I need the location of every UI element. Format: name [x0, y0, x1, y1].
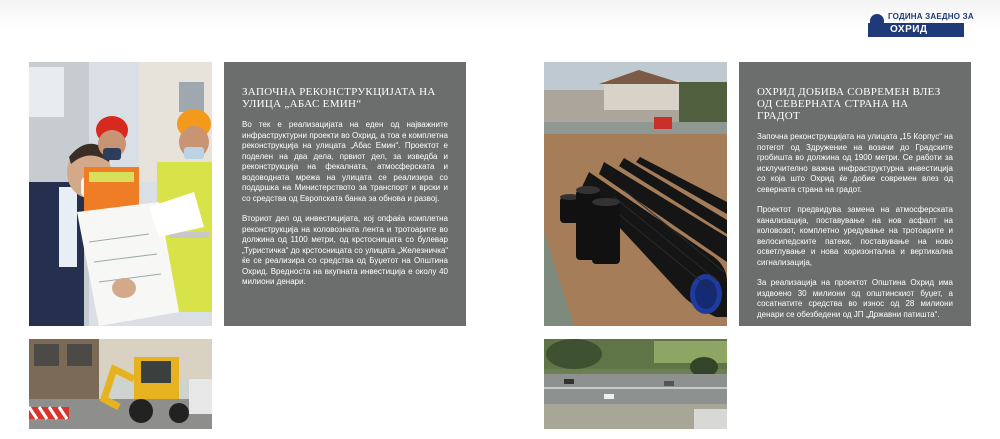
logo [868, 12, 974, 38]
photo-aerial-road [544, 339, 727, 429]
article-panel-abas-emin [224, 62, 466, 326]
logo-tagline: ГОДИНА ЗАЕДНО ЗА [888, 12, 974, 21]
article-paragraph: Започна реконструкцијата на улицата „15 Корпус“ на потегот од Здружение на возачи до Градските гробишта во должина од 1900 метри. Се работи за исклучително важна инфраструктурна инвестиција со која што Охрид ќе добие современ влез од северната страна на градот. [757, 132, 953, 194]
photo-pipes [544, 62, 727, 326]
article-title: ЗАПОЧНА РЕКОНСТРУКЦИЈАТА НА УЛИЦА „АБАС ЕМИН“ [242, 86, 436, 110]
article-paragraph: Проектот предвидува замена на атмосферската канализација, поставување на нов асфалт на коловозот, комплетно уредување на тротоарите и велосипедските патеки, поставување на ново осветлување и нова хоризонтална и вертикална сигнализација, [757, 205, 953, 267]
article-title: ОХРИД ДОБИВА СОВРЕМЕН ВЛЕЗ ОД СЕВЕРНАТА СТРАНА НА ГРАДОТ [757, 86, 941, 122]
photo-excavator [29, 339, 212, 429]
article-paragraph: Во тек е реализацијата на еден од најважните инфраструктурни проекти во Охрид, а тоа е комплетна реконструкција на улицата „Абас Емин“. Проектот е поделен на два дела, првиот дел, за изведба и реконструкција на фекалната, атмосферската и водоводната мрежа на улицата се реализира со поддршка на Министерството за транспорт и врски и со средства од Европската банка за обнова и развој. [242, 120, 448, 203]
article-paragraph: Вториот дел од инвестицијата, кој опфаќа комплетна реконструкција на коловозната лента и тротоарите во должина од 1100 метри, од крстосницата со булевар „Туристичка“ до крстосницата со улицата „Железничка“ ќе се реализира со средства од Буџетот на Општина Охрид. Вредноста на вкупната инвестиција е околу 40 милиони денари. [242, 214, 448, 286]
photo-officials-plans [29, 62, 212, 326]
logo-bar [868, 23, 964, 37]
logo-city-name: ОХРИД [890, 24, 928, 35]
article-panel-north-entrance [739, 62, 971, 326]
article-paragraph: За реализација на проектот Општина Охрид има издвоено 30 милиони од општинскиот буџет, а сосатнатите средства во износ од 28 милиони денари се обезбедени од ЈП „Државни патишта“. [757, 278, 953, 319]
